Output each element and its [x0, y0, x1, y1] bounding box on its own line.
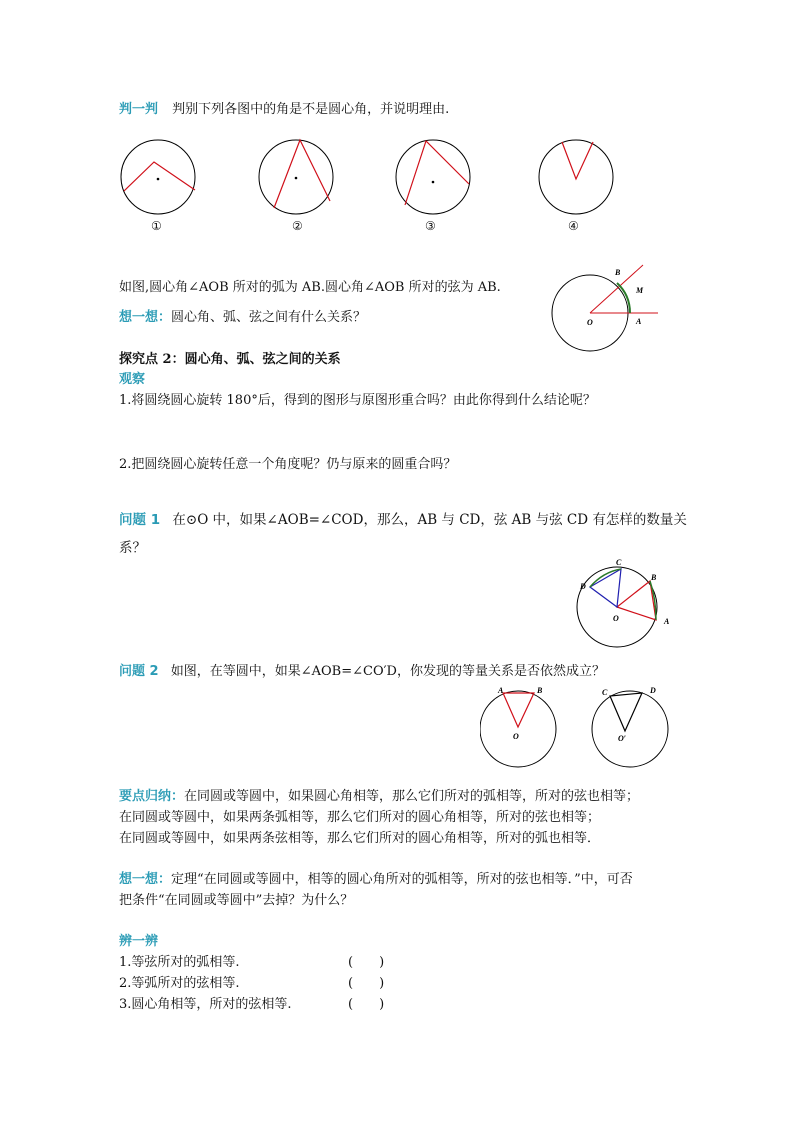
d3-label-O2: O′ [618, 734, 627, 743]
fig-label-1: ① [151, 219, 162, 233]
judge-section-label: 辨一辨 [119, 934, 159, 949]
think2-text1: 定理“在同圆或等圆中，相等的圆心角所对的弧相等，所对的弦也相等．”中，可否 [171, 872, 633, 887]
d3-label-O: O [513, 732, 519, 741]
diagram-equal-angles [575, 555, 680, 655]
circle-4 [539, 140, 613, 214]
d2-label-A: A [664, 617, 670, 626]
label-B: B [615, 268, 621, 277]
observe-q2: 2.把圆绕圆心旋转任意一个角度呢？仍与原来的圆重合吗？ [119, 457, 457, 472]
think1 [119, 306, 366, 325]
observe-q1: 1.将圆绕圆心旋转 180°后，得到的图形与原图形重合吗？由此你得到什么结论呢？ [119, 393, 596, 408]
d3-label-C: C [602, 688, 608, 697]
problem2-label: 问题 2 [119, 664, 159, 679]
problem1-line2: 系？ [119, 540, 146, 556]
label-O: O [587, 318, 593, 327]
judge-label: 判一判 [119, 102, 159, 117]
summary-line2: 在同圆或等圆中，如果两条弧相等，那么它们所对的圆心角相等，所对的弦也相等； [119, 810, 601, 825]
angle-4 [562, 142, 593, 179]
d3-label-A: A [498, 686, 504, 695]
judge-item-2: 2.等弧所对的弦相等. [119, 976, 240, 991]
fig-label-3: ③ [425, 219, 436, 233]
fig-label-2: ② [292, 219, 303, 233]
diagram-equal-circles [480, 682, 675, 772]
label-M: M [636, 286, 644, 295]
summary-line3: 在同圆或等圆中，如果两条弦相等，那么它们所对的圆心角相等，所对的弧也相等． [119, 831, 601, 846]
judge-item-1: 1.等弦所对的弧相等. [119, 955, 240, 970]
problem1-text: 在⊙O 中，如果∠AOB=∠COD，那么，AB 与 CD，弦 AB 与弦 CD 有怎样的数量关 [172, 512, 687, 528]
problem2-text: 如图，在等圆中，如果∠AOB=∠CO′D，你发现的等量关系是否依然成立？ [170, 664, 605, 679]
judge-item-3: 3.圆心角相等，所对的弦相等. [119, 997, 292, 1012]
observe-label: 观察 [119, 372, 146, 387]
think1-text: 圆心角、弧、弦之间有什么关系？ [171, 310, 367, 325]
answer-bracket-3[interactable]: ( ) [348, 997, 385, 1012]
label-A: A [636, 317, 642, 326]
d3-label-B: B [537, 686, 543, 695]
problem2 [119, 660, 605, 679]
problem1-line1 [119, 508, 687, 528]
circle-1 [121, 140, 195, 214]
think2-label: 想一想： [119, 872, 172, 887]
angle-1 [124, 162, 195, 191]
d3-label-D: D [650, 686, 656, 695]
answer-bracket-1[interactable]: ( ) [348, 955, 385, 970]
think2-line1 [119, 868, 633, 887]
d2-label-O: O [613, 614, 619, 623]
fig-label-4: ④ [568, 219, 579, 233]
d2-label-B: B [651, 573, 657, 582]
problem1-label: 问题 1 [119, 512, 161, 528]
think1-label: 想一想： [119, 310, 172, 325]
d2-label-C: C [616, 558, 622, 567]
summary-text1: 在同圆或等圆中，如果圆心角相等，那么它们所对的弧相等，所对的弦也相等； [184, 789, 640, 804]
judge-instruction: 判别下列各图中的角是不是圆心角，并说明理由. [172, 102, 450, 117]
section-judge-title [119, 98, 449, 117]
figures-row [110, 135, 630, 240]
summary-line1 [119, 785, 639, 804]
circle-3 [396, 140, 470, 214]
explore-title: 探究点 2：圆心角、弧、弦之间的关系 [119, 352, 341, 367]
think2-line2: 把条件“在同圆或等圆中”去掉？为什么？ [119, 893, 354, 908]
answer-bracket-2[interactable]: ( ) [348, 976, 385, 991]
d2-label-D: D [580, 582, 586, 591]
summary-label: 要点归纳： [119, 789, 185, 804]
diagram-central-angle [550, 262, 660, 357]
intro-text: 如图,圆心角∠AOB 所对的弧为 AB.圆心角∠AOB 所对的弦为 AB. [119, 280, 501, 295]
